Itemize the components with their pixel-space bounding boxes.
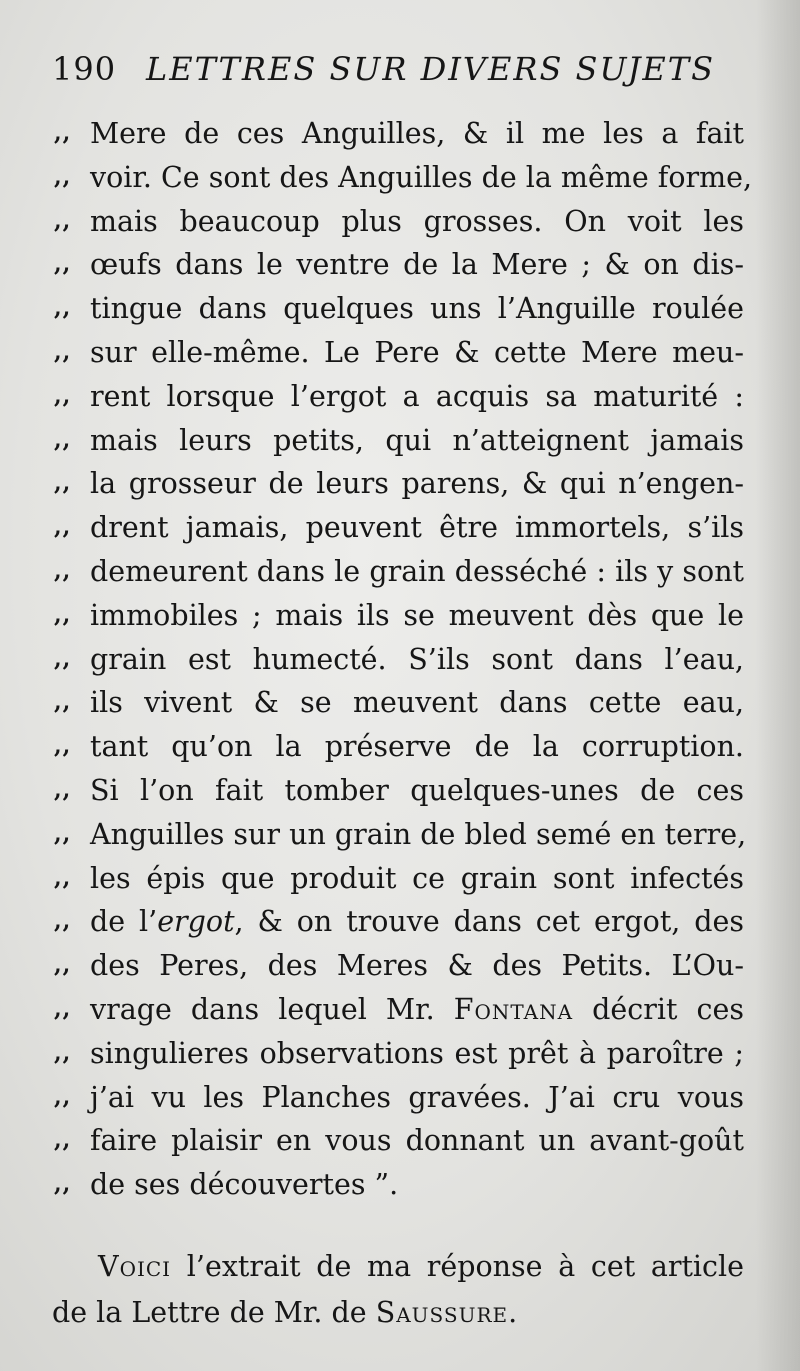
quote-mark: ,, (54, 820, 72, 847)
line-text: j’ai vu les Planches gravées. J’ai cru vous (90, 1080, 744, 1114)
quote-mark: ,, (54, 338, 72, 365)
line-text: Anguilles sur un grain de bled semé en terre, (90, 817, 747, 851)
text-line (52, 243, 752, 287)
line-text: sur elle-même. Le Pere & cette Mere meu- (90, 335, 744, 369)
text-line (52, 813, 752, 857)
text-line (52, 857, 752, 901)
quoted-passage (52, 112, 752, 1207)
reply-line (52, 1290, 752, 1336)
line-text: de ses découvertes ”. (90, 1168, 399, 1202)
running-header (52, 48, 716, 98)
text-line (52, 1163, 752, 1207)
text-line (52, 287, 752, 331)
text-line (52, 944, 752, 988)
text-line (52, 331, 752, 375)
quote-mark: ,, (54, 426, 72, 453)
line-text: faire plaisir en vous donnant un avant-goût (90, 1124, 744, 1158)
quote-mark: ,, (54, 163, 72, 190)
line-text-part: vrage dans lequel Mr. (90, 992, 454, 1026)
line-text: Mere de ces Anguilles, & il me les a fait (90, 117, 744, 150)
quote-mark: ,, (54, 1171, 72, 1198)
text-line (52, 375, 752, 419)
quote-mark: ,, (54, 120, 72, 146)
quote-mark: ,, (54, 776, 72, 803)
quote-mark: ,, (54, 470, 72, 497)
italic-word: ergot (157, 905, 235, 939)
line-text: œufs dans le ventre de la Mere ; & on dis- (90, 248, 744, 282)
quote-mark: ,, (54, 864, 72, 891)
text-line (52, 462, 752, 506)
line-text: tant qu’on la préserve de la corruption. (90, 730, 744, 764)
author-name-fontana: Fontana (453, 992, 574, 1026)
line-text: mais leurs petits, qui n’atteignent jamais (90, 423, 744, 457)
voici-word: Voici (98, 1250, 172, 1283)
line-text-part: , & on trouve dans cet ergot, des (234, 905, 744, 939)
text-line (52, 1119, 752, 1163)
line-text: drent jamais, peuvent être immortels, s’ils (90, 511, 744, 545)
text-line (52, 681, 752, 725)
line-text-part: décrit ces (573, 992, 745, 1026)
quote-mark: ,, (54, 689, 72, 716)
quote-mark: ,, (54, 1039, 72, 1066)
line-text-with-italic (90, 900, 744, 944)
text-line (52, 594, 752, 638)
line-text: des Peres, des Meres & des Petits. L’Ou- (90, 949, 744, 983)
reply-text: . (508, 1296, 518, 1329)
reply-line (52, 1244, 752, 1290)
text-line (52, 156, 752, 200)
quote-mark: ,, (54, 207, 72, 234)
line-text: rent lorsque l’ergot a acquis sa maturité : (90, 379, 744, 413)
quote-mark: ,, (54, 1127, 72, 1154)
line-text: tingue dans quelques uns l’Anguille roulée (90, 292, 744, 326)
text-line (52, 112, 752, 156)
line-text: les épis que produit ce grain sont infectés (90, 861, 744, 895)
quote-mark: ,, (54, 952, 72, 979)
line-text-part: de l’ (90, 905, 158, 939)
page-edge-shadow (756, 0, 800, 1371)
line-text: singulieres observations est prêt à paroître ; (90, 1036, 744, 1070)
quote-mark: ,, (54, 251, 72, 278)
quote-mark: ,, (54, 557, 72, 584)
text-line (52, 200, 752, 244)
author-name-saussure: Saussure (375, 1296, 509, 1329)
text-line (52, 769, 752, 813)
quote-mark: ,, (54, 382, 72, 409)
quote-mark: ,, (54, 908, 72, 935)
text-line (52, 900, 752, 944)
line-text: ils vivent & se meuvent dans cette eau, (90, 686, 744, 720)
text-line (52, 419, 752, 463)
line-text: mais beaucoup plus grosses. On voit les (90, 204, 744, 238)
quote-mark: ,, (54, 295, 72, 322)
reply-paragraph (52, 1244, 752, 1336)
running-title: LETTRES SUR DIVERS SUJETS (146, 50, 716, 88)
text-line (52, 1032, 752, 1076)
quote-mark: ,, (54, 995, 72, 1022)
quote-mark: ,, (54, 1083, 72, 1110)
quote-mark: ,, (54, 601, 72, 628)
text-line (52, 725, 752, 769)
text-line (52, 506, 752, 550)
line-text-with-name (90, 988, 744, 1032)
quote-mark: ,, (54, 645, 72, 672)
reply-text: l’extrait de ma réponse à cet article (171, 1250, 744, 1283)
quote-mark: ,, (54, 733, 72, 760)
text-line (52, 988, 752, 1032)
reply-text: de la Lettre de Mr. de (52, 1296, 376, 1329)
line-text: grain est humecté. S’ils sont dans l’eau, (90, 642, 744, 676)
text-line (52, 1076, 752, 1120)
line-text: immobiles ; mais ils se meuvent dès que le (90, 598, 744, 632)
line-text: la grosseur de leurs parens, & qui n’engen- (90, 467, 744, 501)
line-text: demeurent dans le grain desséché : ils y sont (90, 554, 744, 588)
text-line (52, 550, 752, 594)
page-number: 190 (52, 50, 117, 88)
line-text: voir. Ce sont des Anguilles de la même forme, (90, 160, 753, 194)
line-text: Si l’on fait tomber quelques-unes de ces (90, 773, 744, 807)
quote-mark: ,, (54, 514, 72, 541)
text-line (52, 638, 752, 682)
